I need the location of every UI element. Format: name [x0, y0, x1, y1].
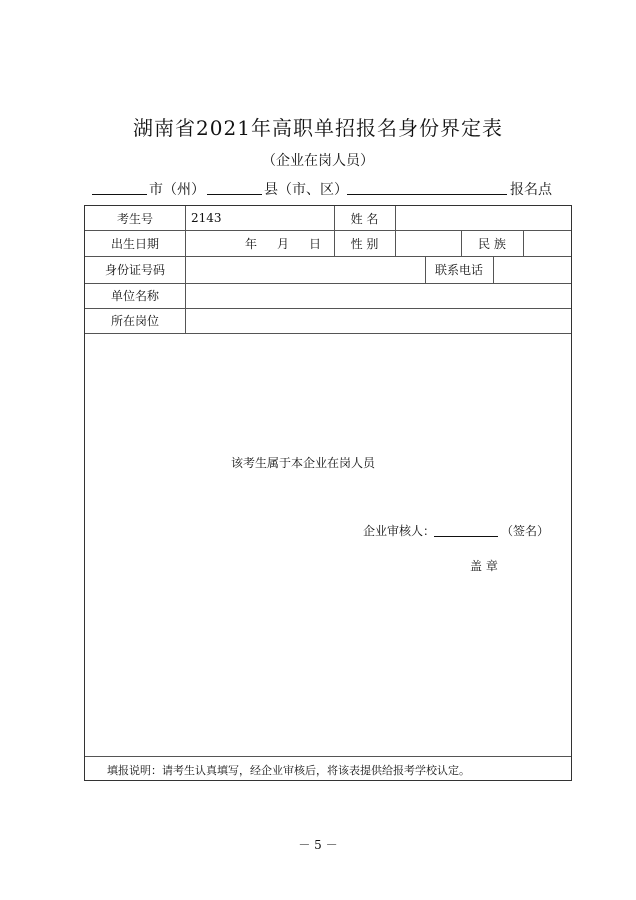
page-title: 湖南省2021年高职单招报名身份界定表	[133, 116, 503, 140]
filling-instructions: 填报说明：请考生认真填写，经企业审核后，将该表提供给报考学校认定。	[107, 764, 470, 777]
phone-field[interactable]	[493, 256, 571, 283]
phone-label: 联系电话	[434, 263, 483, 277]
certification-statement: 该考生属于本企业在岗人员	[231, 456, 376, 470]
county-label: 县（市、区）	[264, 182, 348, 198]
id-number-field[interactable]	[185, 256, 425, 283]
id-number-label: 身份证号码	[104, 263, 165, 277]
name-field[interactable]	[395, 206, 571, 230]
site-blank[interactable]	[347, 194, 507, 195]
identity-form	[84, 205, 572, 781]
site-label: 报名点	[510, 182, 552, 198]
location-line	[92, 179, 552, 197]
birth-year-label: 年	[244, 236, 257, 251]
ethnicity-field[interactable]	[523, 230, 571, 256]
reviewer-signature-blank[interactable]	[434, 536, 498, 537]
reviewer-label: 企业审核人：	[363, 524, 436, 538]
gender-field[interactable]	[395, 230, 461, 256]
birth-day-label: 日	[308, 236, 321, 251]
birth-month-label: 月	[276, 236, 289, 251]
unit-name-label: 单位名称	[110, 289, 159, 303]
county-blank[interactable]	[207, 194, 262, 195]
city-label: 市（州）	[149, 182, 205, 198]
gender-label: 性 别	[350, 236, 379, 251]
signature-label: （签名）	[501, 524, 550, 538]
page-subtitle: （企业在岗人员）	[262, 153, 374, 169]
seal-label: 盖 章	[470, 559, 498, 573]
birth-label: 出生日期	[110, 236, 159, 251]
city-blank[interactable]	[92, 194, 147, 195]
exam-no-label: 考生号	[116, 211, 153, 226]
ethnicity-label: 民 族	[478, 236, 506, 251]
post-field[interactable]	[185, 308, 571, 333]
exam-no-value[interactable]: 2143	[191, 211, 222, 225]
page-number: － 5 －	[298, 838, 338, 852]
post-label: 所在岗位	[110, 314, 159, 328]
name-label: 姓 名	[350, 211, 379, 226]
unit-name-field[interactable]	[185, 283, 571, 308]
